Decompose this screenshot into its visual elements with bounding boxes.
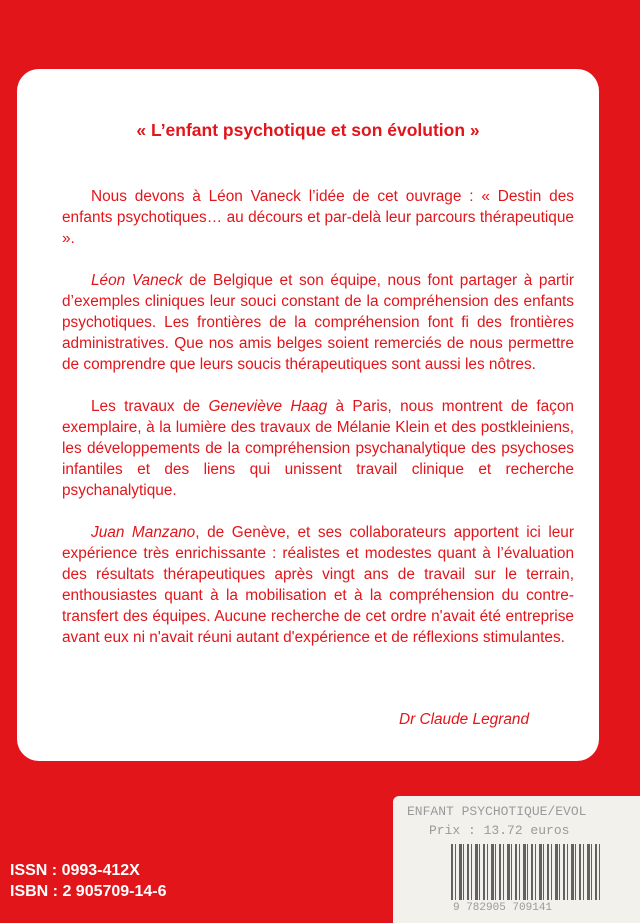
author-name-manzano: Juan Manzano [91, 524, 196, 541]
issn-code: ISSN : 0993-412X [10, 862, 140, 879]
signature: Dr Claude Legrand [398, 711, 529, 728]
back-cover-text [62, 186, 574, 669]
paragraph-manzano [62, 522, 574, 648]
book-title: « L’enfant psychotique et son évolution » [136, 120, 480, 140]
paragraph-haag-after: à Paris, nous montrent de façon exemplaire, à la lumière des travaux de Mélanie Klein et des postkleiniens, les développements de la compréhension psychanalytique des psychoses infantiles et des liens qui unissent travail clinique et recherche psychanalytique. [62, 398, 574, 499]
text-panel [17, 69, 599, 761]
sticker-price: Prix : 13.72 euros [429, 823, 570, 838]
barcode-number: 9 782905 709141 [453, 902, 553, 914]
paragraph-intro: Nous devons à Léon Vaneck l’idée de cet ouvrage : « Destin des enfants psychotiques… au décours et par-delà leur parcours thérapeutique ». [62, 188, 574, 247]
isbn-code: ISBN : 2 905709-14-6 [10, 883, 167, 900]
paragraph-haag-before: Les travaux de [91, 398, 209, 415]
paragraph-vaneck-text: de Belgique et son équipe, nous font partager à partir d’exemples cliniques leur souci constant de la compréhension des enfants psychotiques. Les frontières de la compréhension font fi des frontières administratives. Que nos amis belges soient remerciés de nous permettre de comprendre que leurs soucis thérapeutiques sont aussi les nôtres. [62, 272, 574, 373]
sticker-title: ENFANT PSYCHOTIQUE/EVOL [407, 804, 587, 819]
barcode-icon [451, 844, 601, 900]
price-sticker [393, 796, 640, 923]
author-name-haag: Geneviève Haag [208, 398, 328, 415]
paragraph-haag [62, 396, 574, 501]
paragraph-vaneck [62, 270, 574, 375]
paragraph-manzano-text: , de Genève, et ses collaborateurs apportent ici leur expérience très enrichissante : réalistes et modestes quant à l’évaluation des résultats thérapeutiques après vingt ans de travail sur le terrain, enthousiastes quant à la mobilisation et à la compréhension du contre-transfert des équipes. Aucune recherche de cet ordre n'avait été entreprise avant eux ni n'avait réuni autant d'expérience et de réflexions stimulantes. [62, 524, 574, 646]
author-name-vaneck: Léon Vaneck [91, 272, 183, 289]
publication-codes [10, 860, 167, 902]
